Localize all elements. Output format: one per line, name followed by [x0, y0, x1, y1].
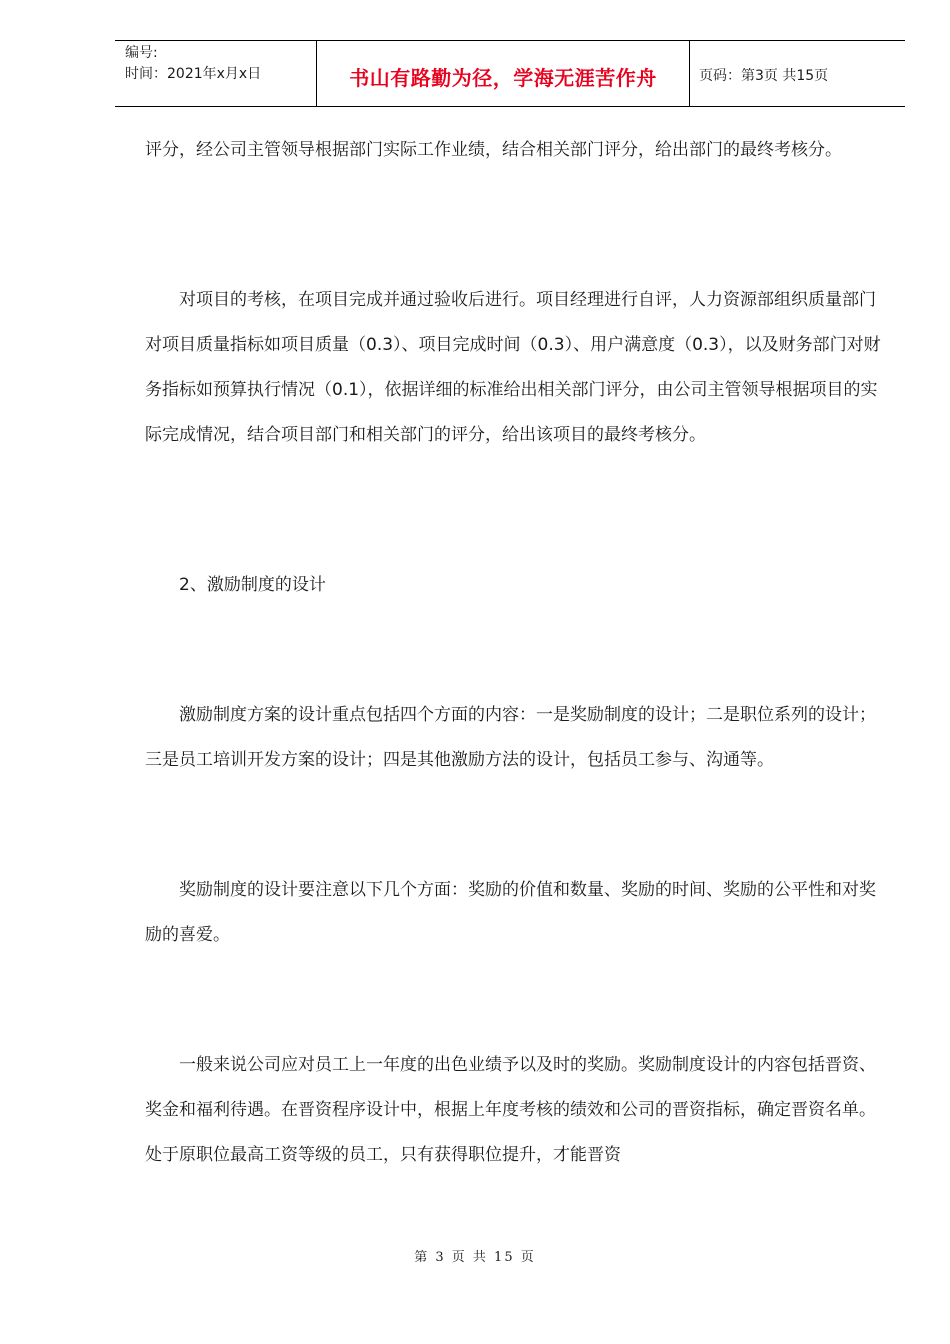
- document-number-label: 编号:: [125, 45, 158, 61]
- document-body: [145, 128, 885, 1178]
- paragraph-project-evaluation: 对项目的考核，在项目完成并通过验收后进行。项目经理进行自评，人力资源部组织质量部门对项目质量指标如项目质量（0.3）、项目完成时间（0.3）、用户满意度（0.3），以及财务部门对财务指标如预算执行情况（0.1），依据详细的标准给出相关部门评分，由公司主管领导根据项目的实际完成情况，结合项目部门和相关部门的评分，给出该项目的最终考核分。: [145, 290, 881, 445]
- header-meta: [125, 43, 261, 85]
- header-page-info: 页码：第3页 共15页: [699, 68, 829, 84]
- page-header: [115, 40, 905, 107]
- paragraph-incentive-design: 激励制度方案的设计重点包括四个方面的内容：一是奖励制度的设计；二是职位系列的设计；三是员工培训开发方案的设计；四是其他激励方法的设计，包括员工参与、沟通等。: [145, 705, 876, 770]
- header-motto: 书山有路勤为径，学海无涯苦作舟: [349, 66, 657, 90]
- page-footer: 第 3 页 共 15 页: [414, 1250, 536, 1265]
- header-divider: [689, 41, 690, 107]
- paragraph-continued: 评分，经公司主管领导根据部门实际工作业绩，结合相关部门评分，给出部门的最终考核分。: [145, 140, 842, 160]
- section-heading: 2、激励制度的设计: [179, 575, 326, 595]
- paragraph-reward-considerations: 奖励制度的设计要注意以下几个方面：奖励的价值和数量、奖励的时间、奖励的公平性和对奖励的喜爱。: [145, 880, 876, 945]
- document-time-label: 时间：2021年x月x日: [125, 66, 262, 82]
- paragraph-reward-content: 一般来说公司应对员工上一年度的出色业绩予以及时的奖励。奖励制度设计的内容包括晋资、奖金和福利待遇。在晋资程序设计中，根据上年度考核的绩效和公司的晋资指标，确定晋资名单。处于原职位最高工资等级的员工，只有获得职位提升，才能晋资: [145, 1055, 876, 1165]
